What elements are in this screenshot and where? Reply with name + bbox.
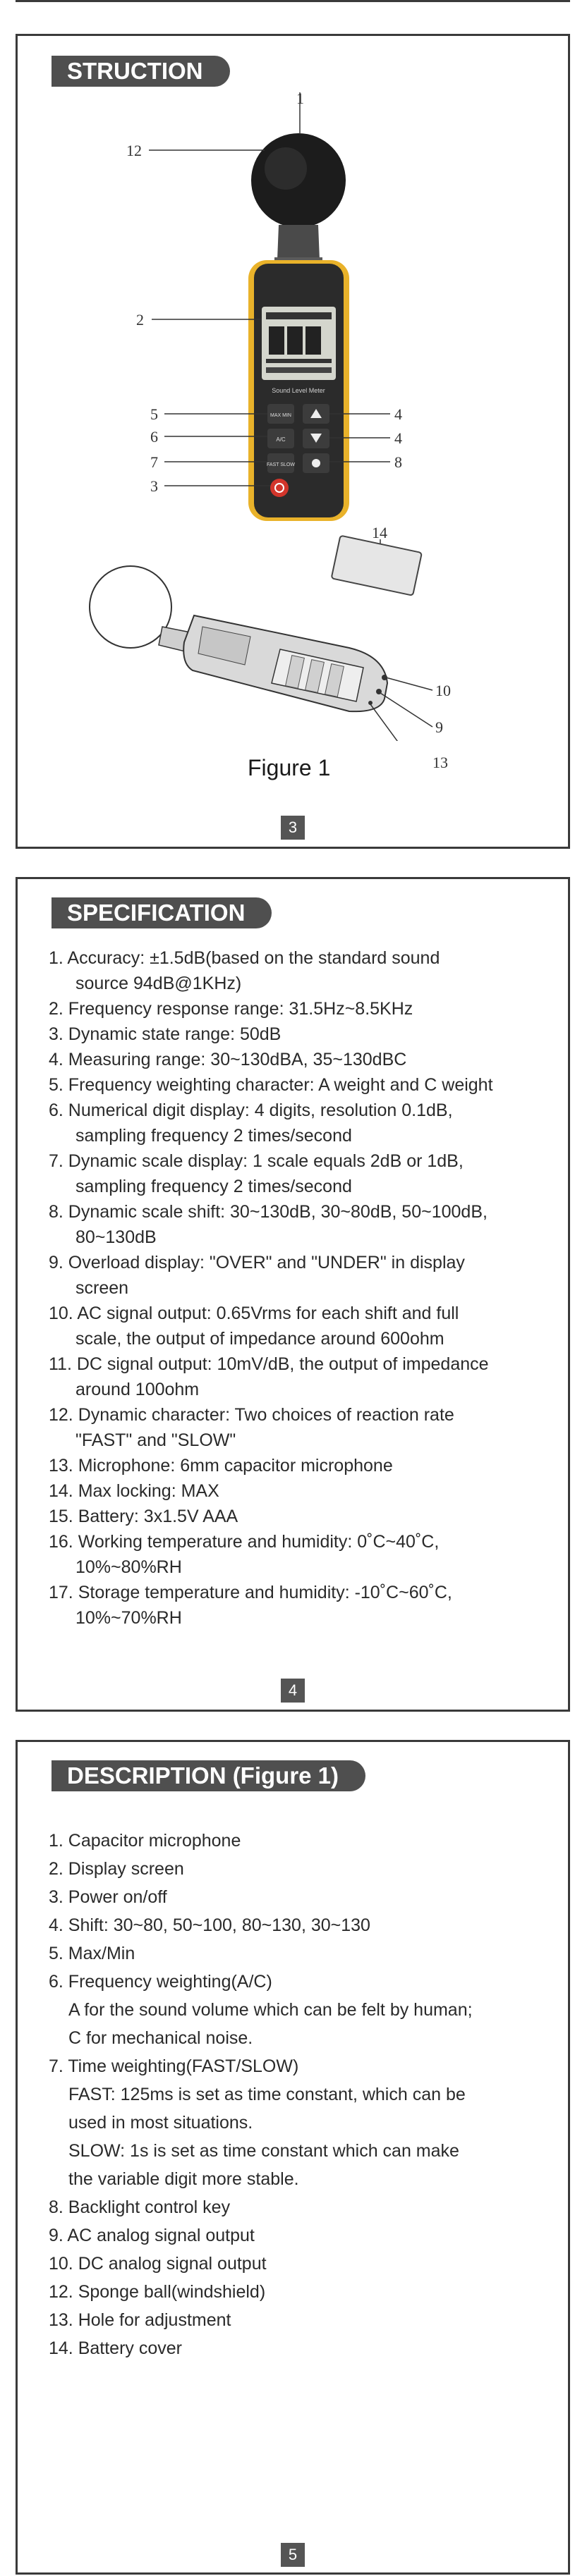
spec-item — [49, 996, 564, 1022]
spec-item-text: 1. Accuracy: ±1.5dB(based on the standard sound — [49, 948, 440, 968]
page-number: 5 — [281, 2543, 305, 2567]
description-item — [49, 2250, 564, 2278]
callout-1: 1 — [296, 90, 304, 107]
power-button[interactable] — [270, 479, 289, 497]
description-item-detail: the variable digit more stable. — [68, 2169, 299, 2189]
callout-4b: 4 — [394, 429, 402, 447]
callout-13: 13 — [432, 754, 448, 771]
top-rule — [16, 0, 570, 2]
description-item-text: 10. DC analog signal output — [49, 2254, 267, 2274]
spec-item-text: 12. Dynamic character: Two choices of reaction rate — [49, 1405, 454, 1425]
description-item — [49, 2306, 564, 2334]
callout-5: 5 — [150, 405, 158, 423]
spec-item — [49, 1148, 564, 1199]
callout-6: 6 — [150, 428, 158, 446]
svg-text:MAX MIN: MAX MIN — [270, 413, 291, 418]
callout-10: 10 — [435, 682, 451, 699]
callout-3: 3 — [150, 477, 158, 495]
spec-item — [49, 1478, 564, 1504]
spec-item — [49, 1351, 564, 1402]
svg-text:A/C: A/C — [276, 436, 286, 443]
description-item — [49, 2278, 564, 2306]
spec-item — [49, 1022, 564, 1047]
meter-label: Sound Level Meter — [272, 387, 325, 394]
sound-level-meter-front — [248, 133, 349, 521]
spec-item — [49, 945, 564, 996]
description-item-text: 6. Frequency weighting(A/C) — [49, 1972, 272, 1992]
spec-item — [49, 1504, 564, 1529]
spec-item-text: 2. Frequency response range: 31.5Hz~8.5KHz — [49, 999, 413, 1019]
page-number: 3 — [281, 816, 305, 840]
description-item — [49, 1968, 564, 2052]
description-item-detail: SLOW: 1s is set as time constant which can make — [68, 2141, 459, 2161]
spec-item-text: 7. Dynamic scale display: 1 scale equals 2dB or 1dB, — [49, 1151, 464, 1171]
description-heading: DESCRIPTION (Figure 1) — [52, 1760, 365, 1791]
description-item — [49, 1855, 564, 1883]
spec-item-continuation: scale, the output of impedance around 600ohm — [75, 1329, 444, 1349]
spec-item-text: 6. Numerical digit display: 4 digits, resolution 0.1dB, — [49, 1100, 453, 1120]
spec-item-text: 11. DC signal output: 10mV/dB, the output of impedance — [49, 1354, 489, 1374]
description-item-text: 3. Power on/off — [49, 1887, 167, 1907]
spec-item-text: 3. Dynamic state range: 50dB — [49, 1024, 282, 1044]
description-item-detail: C for mechanical noise. — [68, 2028, 253, 2048]
description-item-detail: used in most situations. — [68, 2113, 253, 2133]
spec-item — [49, 1453, 564, 1478]
description-item-text: 5. Max/Min — [49, 1944, 135, 1963]
description-item-detail: A for the sound volume which can be felt by human; — [68, 2000, 473, 2020]
spec-item-continuation: around 100ohm — [75, 1380, 200, 1399]
spec-item — [49, 1402, 564, 1453]
sound-level-meter-back — [90, 536, 422, 712]
description-panel — [16, 1740, 570, 2575]
description-item-text: 2. Display screen — [49, 1859, 184, 1879]
description-item — [49, 1911, 564, 1939]
description-item-text: 7. Time weighting(FAST/SLOW) — [49, 2056, 299, 2076]
description-item — [49, 1939, 564, 1968]
spec-item-text: 9. Overload display: "OVER" and "UNDER" in display — [49, 1253, 465, 1272]
description-item — [49, 2052, 564, 2193]
spec-item — [49, 1301, 564, 1351]
spec-item-continuation: sampling frequency 2 times/second — [75, 1177, 352, 1196]
spec-item — [49, 1098, 564, 1148]
spec-item-text: 14. Max locking: MAX — [49, 1481, 219, 1501]
spec-item — [49, 1072, 564, 1098]
description-item — [49, 1827, 564, 1855]
callout-7: 7 — [150, 453, 158, 471]
description-item — [49, 1883, 564, 1911]
callout-14: 14 — [372, 524, 387, 541]
description-item-text: 12. Sponge ball(windshield) — [49, 2282, 266, 2302]
specification-panel — [16, 877, 570, 1712]
description-item-text: 9. AC analog signal output — [49, 2226, 255, 2245]
specification-list — [49, 945, 564, 1631]
description-item-text: 13. Hole for adjustment — [49, 2310, 231, 2330]
callout-4a: 4 — [394, 405, 402, 423]
callout-12: 12 — [126, 142, 142, 159]
description-item-text: 8. Backlight control key — [49, 2197, 231, 2217]
spec-item — [49, 1529, 564, 1580]
spec-item — [49, 1199, 564, 1250]
spec-item-continuation: 10%~70%RH — [75, 1608, 182, 1628]
description-item-text: 1. Capacitor microphone — [49, 1831, 241, 1851]
spec-item — [49, 1047, 564, 1072]
spec-item-continuation: 80~130dB — [75, 1227, 157, 1247]
spec-item-text: 10. AC signal output: 0.65Vrms for each shift and full — [49, 1304, 459, 1323]
specification-heading: SPECIFICATION — [52, 897, 272, 928]
device-figure — [18, 36, 568, 741]
spec-item-text: 5. Frequency weighting character: A weight and C weight — [49, 1075, 493, 1095]
battery-cover — [332, 536, 422, 596]
structure-heading: STRUCTION — [52, 56, 230, 87]
spec-item-text: 8. Dynamic scale shift: 30~130dB, 30~80dB, 50~100dB, — [49, 1202, 488, 1222]
spec-item-continuation: screen — [75, 1278, 129, 1298]
structure-panel — [16, 34, 570, 849]
callout-2: 2 — [136, 311, 144, 329]
description-item — [49, 2334, 564, 2362]
svg-text:FAST SLOW: FAST SLOW — [267, 462, 295, 467]
page-number: 4 — [281, 1679, 305, 1703]
callout-9: 9 — [435, 718, 443, 736]
description-item — [49, 2221, 564, 2250]
spec-item-text: 4. Measuring range: 30~130dBA, 35~130dBC — [49, 1050, 407, 1069]
spec-item-continuation: 10%~80%RH — [75, 1557, 182, 1577]
spec-item — [49, 1250, 564, 1301]
description-item — [49, 2193, 564, 2221]
spec-item-text: 17. Storage temperature and humidity: -10˚C~60˚C, — [49, 1583, 452, 1602]
backlight-icon — [312, 459, 320, 467]
spec-item-continuation: sampling frequency 2 times/second — [75, 1126, 352, 1146]
description-list — [49, 1827, 564, 2362]
callout-8: 8 — [394, 453, 402, 471]
spec-item-continuation: source 94dB@1KHz) — [75, 974, 242, 993]
spec-item-text: 15. Battery: 3x1.5V AAA — [49, 1507, 238, 1526]
spec-item-text: 16. Working temperature and humidity: 0˚C~40˚C, — [49, 1532, 440, 1552]
spec-item-text: 13. Microphone: 6mm capacitor microphone — [49, 1456, 393, 1476]
spec-item-continuation: "FAST" and "SLOW" — [75, 1430, 236, 1450]
description-item-text: 14. Battery cover — [49, 2338, 182, 2358]
figure-caption: Figure 1 — [248, 755, 331, 780]
spec-item — [49, 1580, 564, 1631]
description-item-detail: FAST: 125ms is set as time constant, which can be — [68, 2085, 466, 2104]
description-item-text: 4. Shift: 30~80, 50~100, 80~130, 30~130 — [49, 1915, 370, 1935]
